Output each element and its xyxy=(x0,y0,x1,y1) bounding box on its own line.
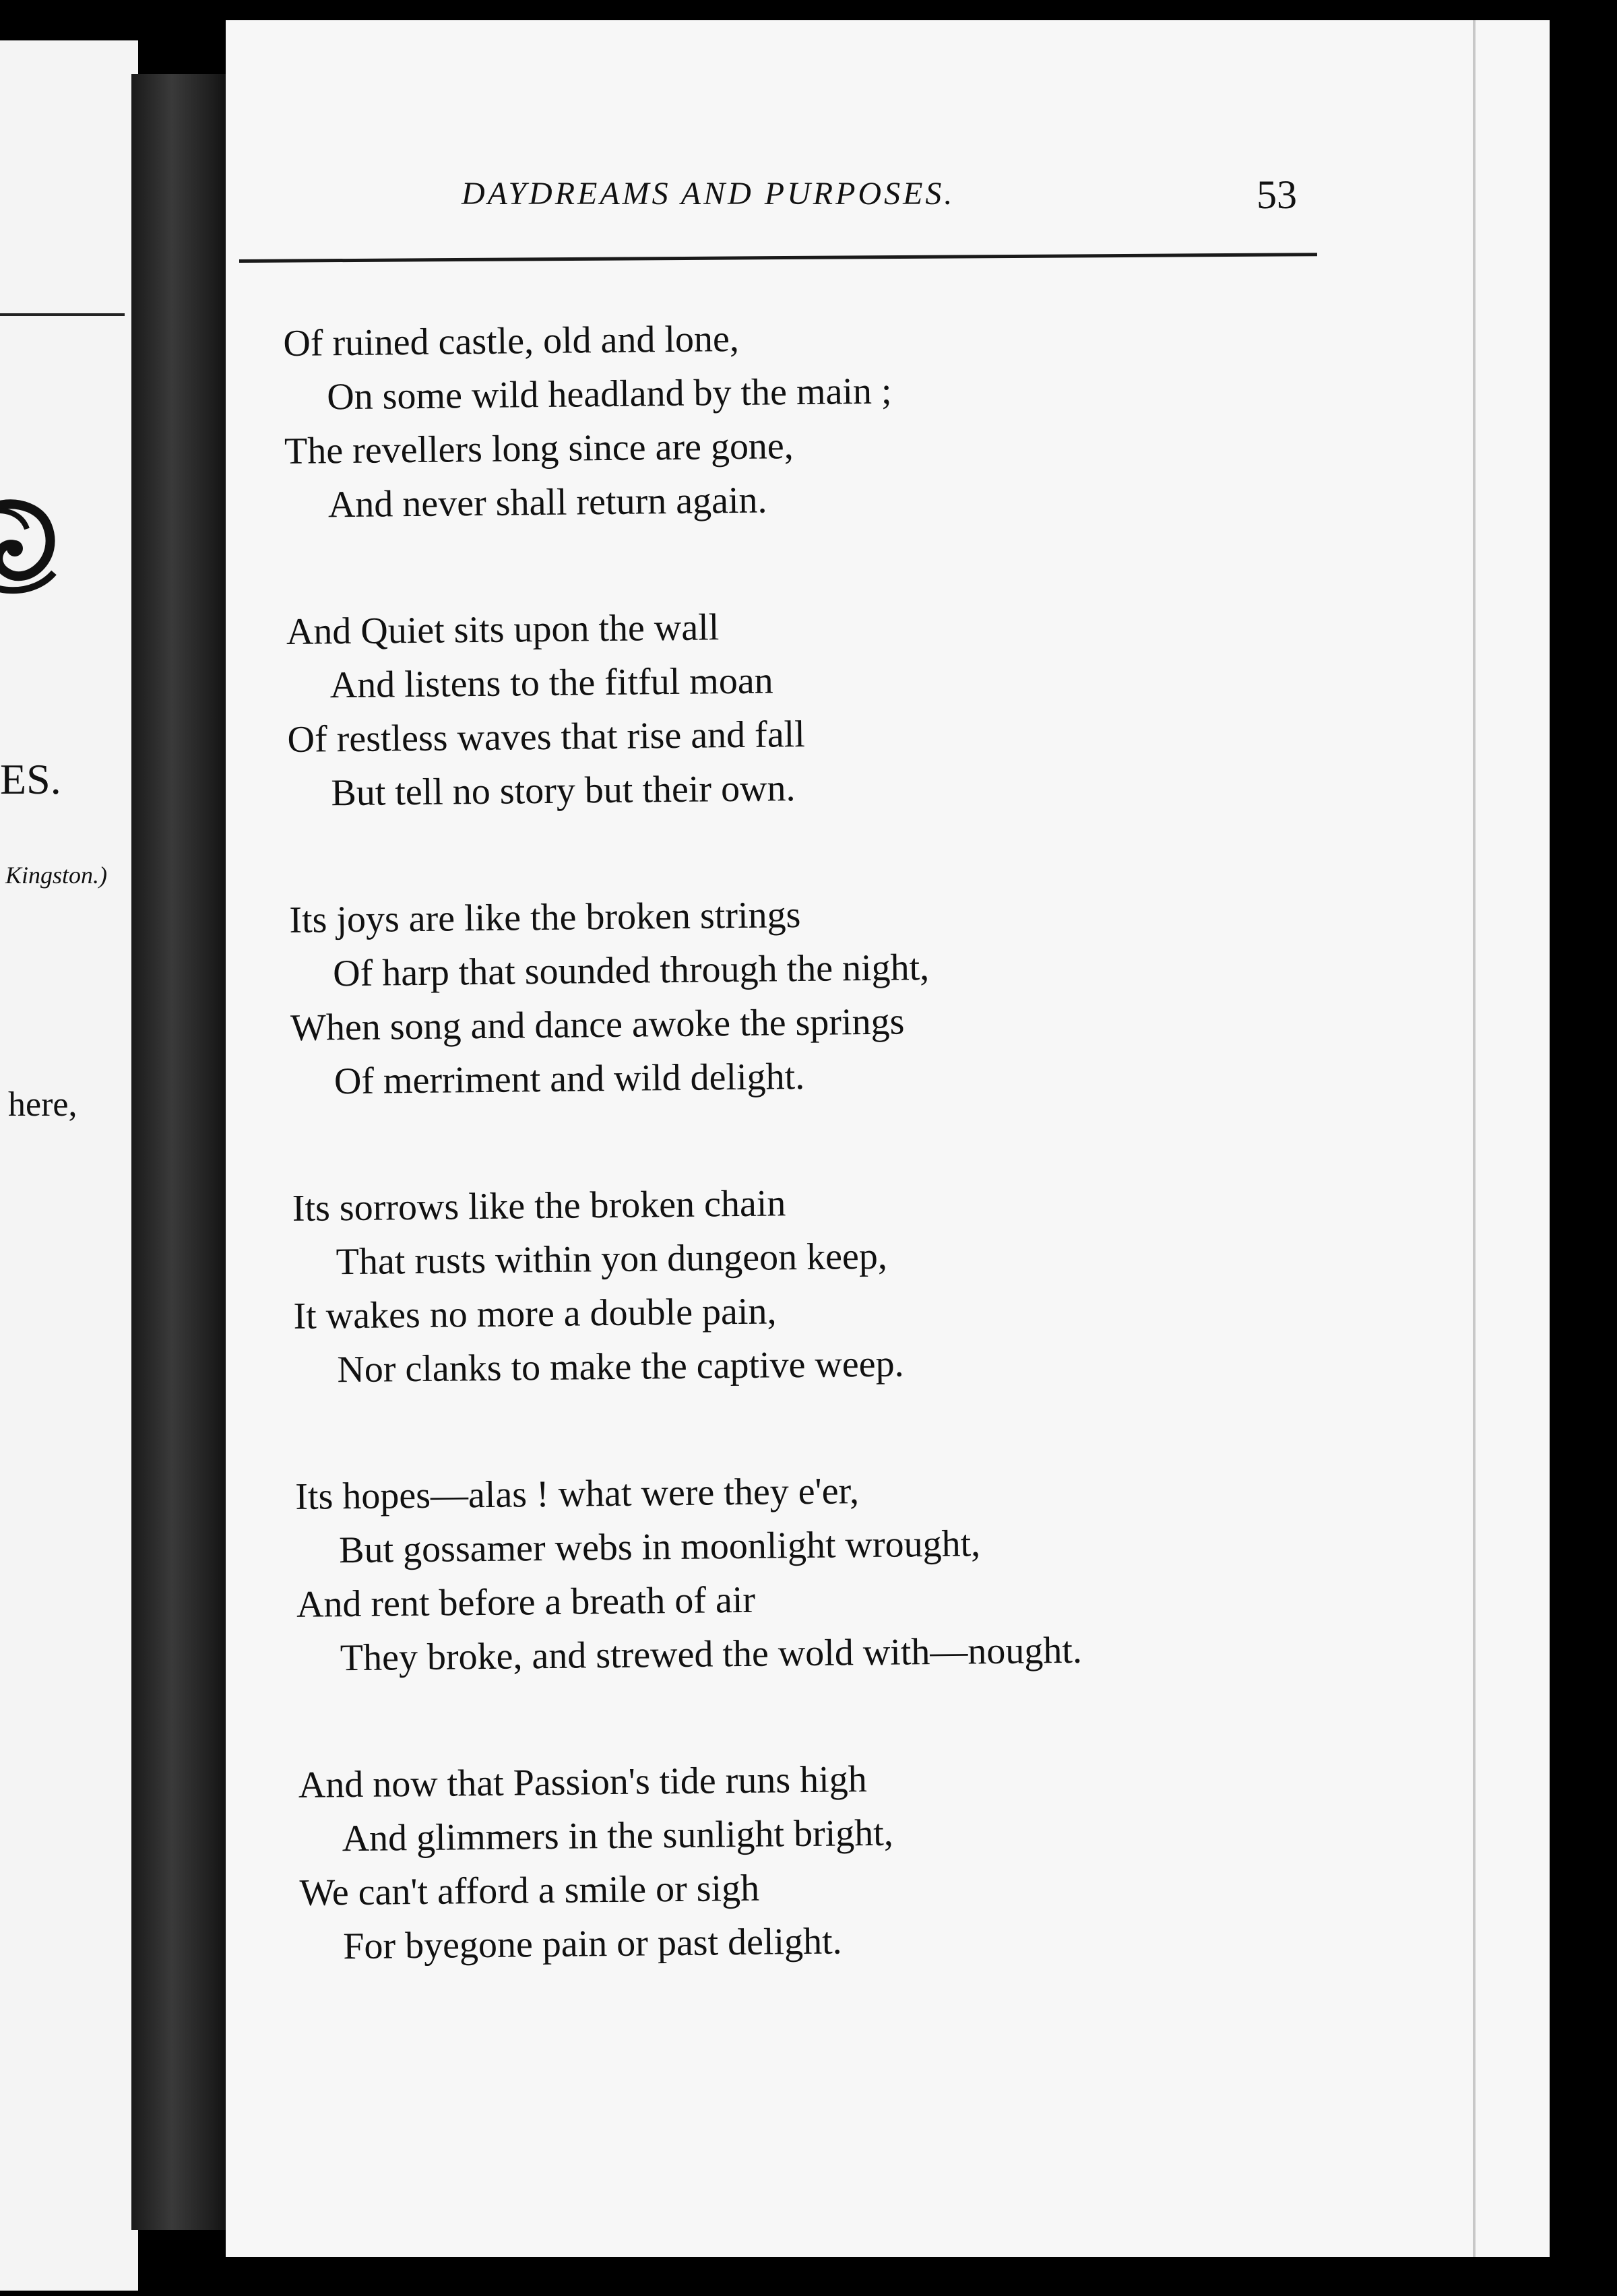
poem-line: They broke, and strewed the wold with—nought. xyxy=(340,1629,1083,1680)
stanza xyxy=(286,593,1433,821)
previous-page-note-fragment: Kingston.) xyxy=(5,862,108,889)
poem-line: That rusts within yon dungeon keep, xyxy=(336,1235,888,1283)
previous-page xyxy=(0,40,138,2291)
page-edge-line xyxy=(1473,20,1476,2257)
poem-line: Of merriment and wild delight. xyxy=(334,1055,805,1103)
running-head: DAYDREAMS AND PURPOSES. xyxy=(462,176,955,212)
poem xyxy=(283,305,1447,2047)
stanza xyxy=(289,881,1436,1109)
poem-line: Nor clanks to make the captive weep. xyxy=(337,1343,904,1391)
poem-line: Its hopes—alas ! what were they e'er, xyxy=(295,1470,860,1518)
poem-line: And listens to the fitful moan xyxy=(329,660,773,707)
stanza xyxy=(295,1458,1442,1686)
previous-page-rule xyxy=(0,313,125,316)
stanza xyxy=(298,1746,1445,1974)
poem-line: We can't afford a smile or sigh xyxy=(299,1867,760,1914)
poem-line: Its sorrows like the broken chain xyxy=(292,1182,786,1230)
poem-line: When song and dance awoke the springs xyxy=(290,1000,905,1049)
ornament-icon xyxy=(0,478,67,606)
stanza xyxy=(292,1170,1439,1397)
poem-line: Its joys are like the broken strings xyxy=(289,894,801,941)
page-number: 53 xyxy=(1257,172,1297,217)
poem-line: And rent before a breath of air xyxy=(296,1578,756,1626)
poem-line: And glimmers in the sunlight bright, xyxy=(342,1812,894,1860)
previous-page-line-fragment: here, xyxy=(8,1085,77,1124)
poem-line: Of restless waves that rise and fall xyxy=(287,713,806,761)
poem-line: But gossamer webs in moonlight wrought, xyxy=(338,1523,981,1572)
poem-line: Of harp that sounded through the night, xyxy=(332,947,930,995)
book-gutter xyxy=(131,74,232,2230)
previous-page-heading-fragment: ES. xyxy=(0,755,61,803)
poem-line: On some wild headland by the main ; xyxy=(326,370,892,418)
current-page xyxy=(226,20,1550,2257)
header-rule xyxy=(239,253,1317,263)
poem-line: The revellers long since are gone, xyxy=(284,425,794,472)
poem-line: But tell no story but their own. xyxy=(331,767,796,815)
poem-line: And now that Passion's tide runs high xyxy=(298,1758,867,1806)
poem-line: Of ruined castle, old and lone, xyxy=(283,317,740,364)
poem-line: For byegone pain or past delight. xyxy=(343,1920,842,1968)
poem-line: And never shall return again. xyxy=(327,479,767,526)
stanza xyxy=(283,305,1430,532)
poem-line: It wakes no more a double pain, xyxy=(293,1290,777,1337)
poem-line: And Quiet sits upon the wall xyxy=(286,606,720,653)
